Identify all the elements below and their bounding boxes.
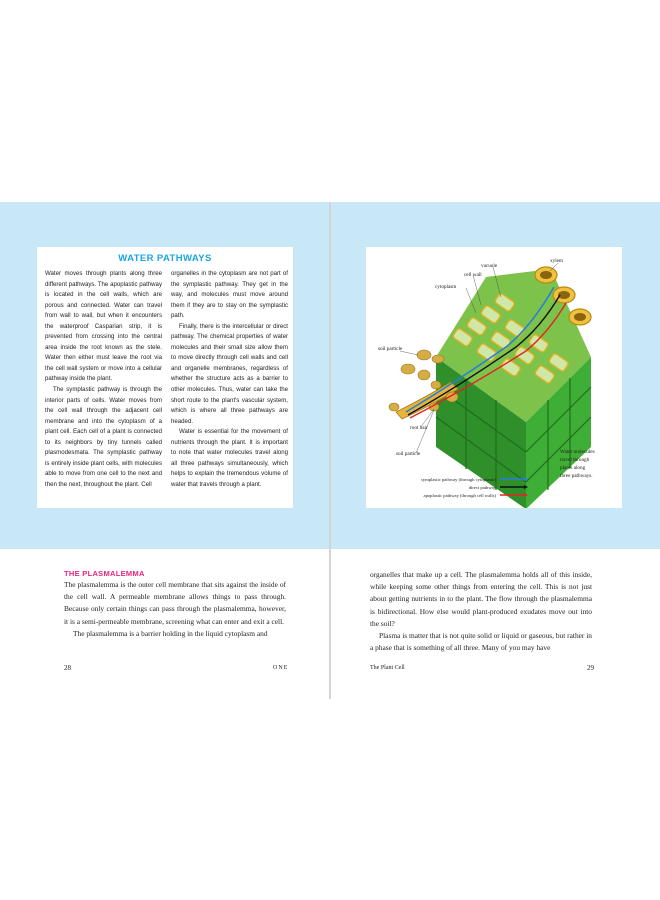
body-text — [370, 569, 592, 654]
running-head: The Plant Cell — [370, 665, 405, 671]
caption-line: Water molecules — [560, 449, 595, 455]
sidebar-column-1 — [45, 269, 162, 490]
water-pathways-sidebar — [37, 247, 293, 508]
label-vacuole: vacuole — [481, 263, 498, 269]
book-spread — [0, 202, 660, 699]
sidebar-title: WATER PATHWAYS — [118, 253, 212, 264]
root-cross-section-diagram — [366, 247, 622, 508]
label-root-hair: root hair — [410, 425, 428, 431]
right-page — [331, 202, 660, 699]
body-paragraph: The plasmalemma is the outer cell membrane that sits against the inside of the cell wall. A permeable membrane allows things to pass through. Because only certain things can pass through the plasmalemma, however, it is a semi-permeable membrane, screening what can enter and exit a cell. — [64, 580, 286, 626]
legend-apoplastic-label: apoplastic pathway (through cell walls) — [423, 493, 496, 498]
sidebar-paragraph: organelles in the cytoplasm are not part of the symplastic pathway. They get in the way, and molecules must move around them if they are to stay on the symplastic path. — [171, 270, 288, 320]
water-pathways-illustration — [366, 247, 622, 508]
body-paragraph: organelles that make up a cell. The plasmalemma holds all of this inside, while keeping some other things from entering the cell. This is not just about getting nutrients in to the plant. The flow through the plasmalemma is bidirectional. How else would plant-produced exudates move out into the soil? — [370, 570, 592, 628]
section-heading: THE PLASMALEMMA — [64, 569, 145, 578]
sidebar-paragraph: The symplastic pathway is through the interior parts of cells. Water moves from the cell wall through the adjacent cell membrane and into the cytoplasm of a plant cell. Each cell of a plant is connected to its neighbors by tiny tunnels called plasmodesmata. The symplastic pathway is entirely inside plant cells, with molecules able to move from one cell to the next and then the next, throughout the plant. Cell — [45, 386, 162, 488]
caption-line: plants along — [560, 465, 586, 471]
label-soil-particle-bottom: soil particle — [396, 451, 421, 457]
label-cytoplasm: cytoplasm — [435, 284, 457, 290]
label-cell-wall: cell wall — [464, 272, 482, 278]
sidebar-column-2 — [171, 269, 288, 490]
sidebar-paragraph: Water is essential for the movement of nutrients through the plant. It is important to note that water molecules travel along all three pathways simultaneously, which helps to explain the tremendous volume of water that travels through a plant. — [171, 428, 288, 488]
body-paragraph: Plasma is matter that is not quite solid or liquid or gaseous, but rather in a phase that is something of all three. Many of you may have — [370, 631, 592, 653]
page-number: 28 — [64, 664, 71, 672]
running-head: ONE — [273, 665, 289, 671]
caption-line: travel through — [560, 457, 590, 463]
label-xylem: xylem — [550, 258, 563, 264]
caption-line: three pathways. — [560, 473, 593, 479]
left-page — [0, 202, 329, 699]
body-text — [64, 579, 286, 640]
page-number: 29 — [587, 664, 594, 672]
legend-symplastic-label: symplastic pathway (through cytoplasm) — [421, 477, 496, 482]
sidebar-paragraph: Finally, there is the intercellular or direct pathway. The chemical properties of water molecules and their small size allow them to move directly through cell walls and cell and organelle membranes, regardless of whether the structure acts as a barrier to other molecules. Thus, water can take the short route to the plant's vascular system, which is where all three pathways are headed. — [171, 322, 288, 425]
sidebar-paragraph: Water moves through plants along three different pathways. The apoplastic pathway is located in the cell walls, which are porous and connected. Water can travel from wall to wall, but when it encounters the waterproof Casparian strip, it is prevented from crossing into the central area inside the root known as the stele. Water then either must leave the root via the cell wall system or move into a cellular pathway inside the plant. — [45, 270, 162, 383]
label-soil-particle-top: soil particle — [378, 346, 403, 352]
body-paragraph: The plasmalemma is a barrier holding in the liquid cytoplasm and — [73, 628, 268, 638]
legend-direct-label: direct pathway — [468, 485, 496, 490]
